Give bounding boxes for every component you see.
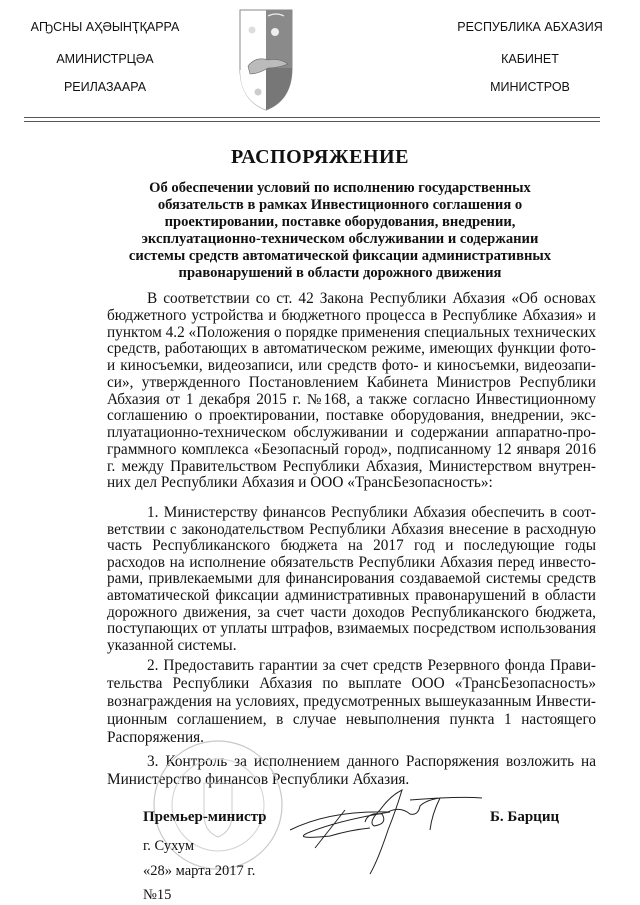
header-right-line-2: КАБИНЕТ xyxy=(501,52,559,66)
paragraph-line: Абхазия от 1 декабря 2015 г. №168, а также согласно Инвестиционному xyxy=(107,390,596,408)
paragraph-line: ветствии с законодательством Республики Абхазия внесение в расходную xyxy=(107,520,596,538)
header-right-line-3: МИНИСТРОВ xyxy=(490,80,570,94)
document-title: РАСПОРЯЖЕНИЕ xyxy=(231,146,409,168)
header-left-line-2: АМИНИСТРЦӘА xyxy=(56,52,154,66)
header-divider xyxy=(24,117,600,122)
paragraph-line: г. между Правительством Республики Абхазия, Министерством внутрен- xyxy=(107,457,596,475)
item-1-paragraph xyxy=(107,505,596,654)
header-left xyxy=(5,20,205,94)
paragraph-line: соглашению о проектировании, поставке оборудования, внедрении, экс- xyxy=(107,407,596,425)
paragraph-line: 1. Министерству финансов Республики Абхазия обеспечить в соот- xyxy=(147,504,596,521)
paragraph-line: автоматической фиксации административных правонарушений в области xyxy=(107,586,596,604)
paragraph-line: часть Республиканского бюджета на 2017 год и последующие годы xyxy=(107,537,596,555)
handwritten-signature xyxy=(270,770,490,880)
signatory-position: Премьер-министр xyxy=(143,809,267,825)
subtitle-line: Об обеспечении условий по исполнению государственных xyxy=(149,180,531,196)
paragraph-line: В соответствии со ст. 42 Закона Республики Абхазия «Об основах xyxy=(147,290,596,307)
document-subtitle xyxy=(95,180,585,281)
paragraph-line: и киносъемки, видеозаписи, или средств фото- и киносъемки, видеозапи- xyxy=(107,357,596,374)
paragraph-line: Распоряжения. xyxy=(107,729,204,746)
paragraph-line: плуатационно-техническом обслуживании и содержании аппаратно-про- xyxy=(107,424,596,441)
paragraph-line: 2. Предоставить гарантии за счет средств Резервного фонда Прави- xyxy=(147,657,596,674)
paragraph-line: вознаграждения на условиях, предусмотренных вышеуказанным Инвести- xyxy=(107,693,596,710)
header-right-line-1: РЕСПУБЛИКА АБХАЗИЯ xyxy=(457,20,603,34)
signatory-name: Б. Барциц xyxy=(490,809,560,825)
paragraph-line: ционным соглашением, в случае невыполнения пункта 1 настоящего xyxy=(107,711,596,728)
preamble-paragraph xyxy=(107,291,596,492)
issue-date: «28» марта 2017 г. xyxy=(143,863,256,879)
issue-city: г. Сухум xyxy=(143,838,195,854)
coat-of-arms-emblem xyxy=(238,8,294,112)
paragraph-line: дорожного движения, за счет части доходов Республиканского бюджета, xyxy=(107,603,596,621)
subtitle-line: эксплуатационно-техническом обслуживании и содержании xyxy=(141,230,539,247)
paragraph-line: бюджетного устройства и бюджетного процесса в Республике Абхазия» и xyxy=(107,306,596,324)
subtitle-line: обязательств в рамках Инвестиционного соглашения о xyxy=(157,196,523,213)
paragraph-line: Министерство финансов Республики Абхазия. xyxy=(107,771,410,788)
paragraph-line: расходов на исполнение обязательств Республики Абхазия перед инвесто- xyxy=(107,553,596,571)
item-2-paragraph xyxy=(107,657,596,747)
paragraph-line: си», утвержденного Постановлением Кабинета Министров Республики xyxy=(107,373,596,391)
paragraph-line: указанной системы. xyxy=(107,636,237,654)
paragraph-line: рами, привлекаемыми для финансирования создаваемой системы средств xyxy=(107,570,596,588)
paragraph-line: пунктом 4.2 «Положения о порядке применения специальных технических xyxy=(107,323,596,341)
header-right xyxy=(430,20,630,94)
paragraph-line: них дел Республики Абхазия и ООО «ТрансБезопасность»: xyxy=(107,474,493,492)
header-left-line-1: АҦСНЫ АҲӘЫНҬҚАРРА xyxy=(30,20,180,34)
paragraph-line: тельства Республики Абхазия по выплате ООО «ТрансБезопасность» xyxy=(107,675,596,692)
subtitle-line: системы средств автоматической фиксации административных xyxy=(128,247,552,264)
paragraph-line: средств, работающих в автоматическом режиме, имеющих функции фото- xyxy=(107,340,596,358)
document-number: №15 xyxy=(143,887,172,903)
paragraph-line: поступающих от уплаты штрафов, взимаемых посредством использования xyxy=(107,620,596,638)
header-left-line-3: РЕИЛАЗААРА xyxy=(63,80,147,94)
paragraph-line: граммного комплекса «Безопасный город», подписанному 12 января 2016 xyxy=(107,440,596,458)
subtitle-line: проектировании, поставке оборудования, внедрении, xyxy=(164,213,516,230)
paragraph-line: 3. Контроль за исполнением данного Распоряжения возложить на xyxy=(147,753,596,770)
subtitle-line: правонарушений в области дорожного движения xyxy=(178,264,502,281)
